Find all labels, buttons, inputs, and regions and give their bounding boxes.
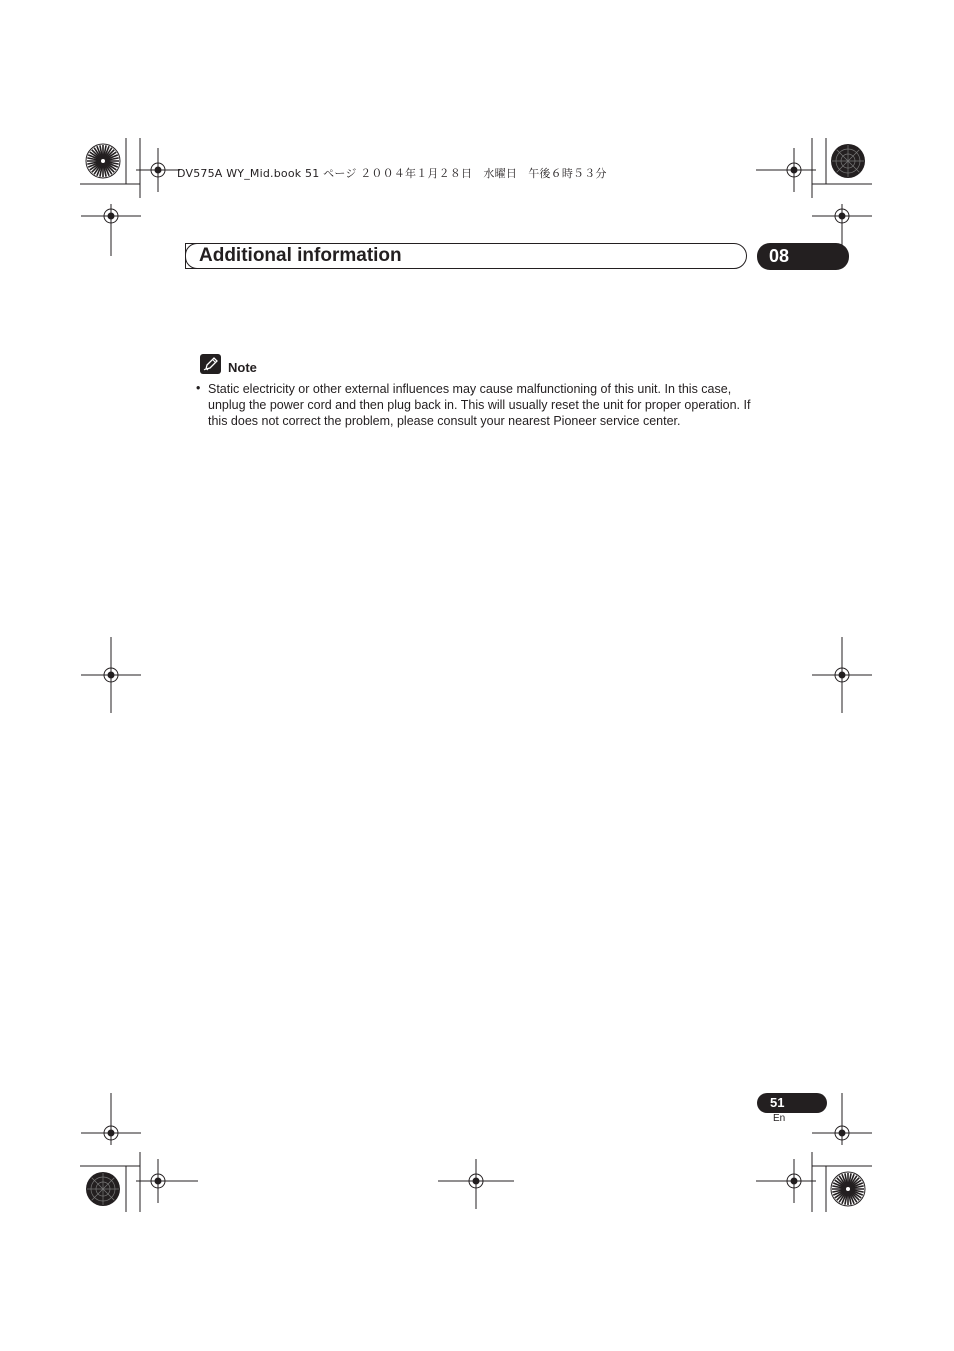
section-title: Additional information — [199, 245, 402, 266]
bullet-marker: • — [196, 381, 201, 395]
pencil-note-icon — [200, 354, 221, 374]
page-number: 51 — [770, 1095, 785, 1110]
chapter-number: 08 — [769, 246, 790, 266]
print-header: DV575A WY_Mid.book 51 ページ ２００４年１月２８日 水曜日 午後６時５３分 — [177, 167, 607, 180]
page-number-tab — [757, 1093, 827, 1113]
page-language: En — [773, 1113, 786, 1124]
note-item: Static electricity or other external influences may cause malfunctioning of this unit. In this case, unplug the power cord and then plug back in. This will usually reset the unit for proper operation. If this does not correct the problem, please consult your nearest Pioneer service center. — [208, 382, 751, 428]
note-heading: Note — [228, 360, 257, 375]
